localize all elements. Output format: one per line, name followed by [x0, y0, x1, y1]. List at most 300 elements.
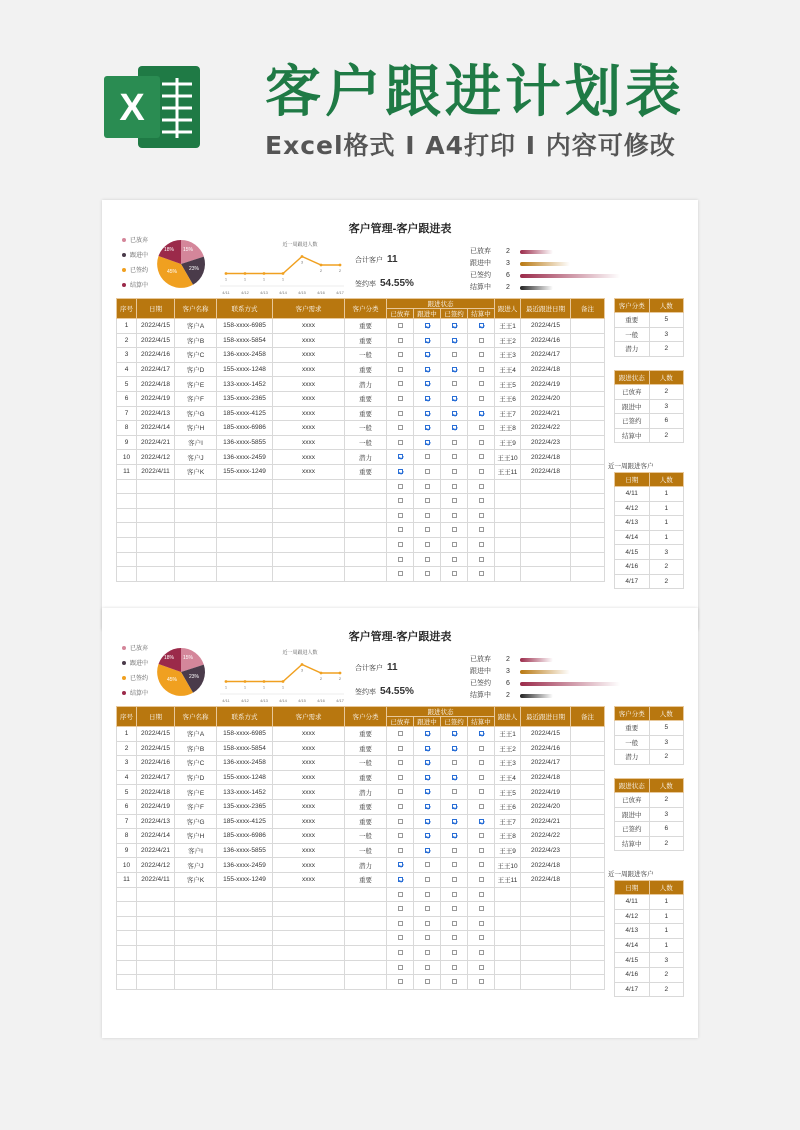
checkbox-checked-icon[interactable]: [425, 425, 430, 430]
checkbox-empty-icon[interactable]: [398, 498, 403, 503]
checkbox-empty-icon[interactable]: [479, 469, 484, 474]
checkbox-checked-icon[interactable]: [425, 381, 430, 386]
checkbox-empty-icon[interactable]: [479, 557, 484, 562]
checkbox-empty-icon[interactable]: [479, 848, 484, 853]
empty-cell[interactable]: [345, 887, 387, 902]
checkbox-checked-icon[interactable]: [425, 819, 430, 824]
checkbox-empty-icon[interactable]: [425, 892, 430, 897]
empty-cell[interactable]: [117, 508, 137, 523]
checkbox-checked-icon[interactable]: [425, 760, 430, 765]
checkbox-empty-icon[interactable]: [452, 498, 457, 503]
checkbox-empty-icon[interactable]: [452, 571, 457, 576]
cell-no: 11: [117, 872, 137, 887]
summary-total: 合计客户 11: [355, 662, 398, 673]
cell-need: xxxx: [273, 319, 345, 334]
empty-cell[interactable]: [345, 945, 387, 960]
empty-cell[interactable]: [273, 552, 345, 567]
checkbox-empty-icon[interactable]: [479, 498, 484, 503]
status-cell: [414, 479, 441, 494]
status-cell: [414, 741, 441, 756]
checkbox-empty-icon[interactable]: [479, 775, 484, 780]
checkbox-empty-icon[interactable]: [479, 760, 484, 765]
checkbox-empty-icon[interactable]: [425, 571, 430, 576]
checkbox-empty-icon[interactable]: [479, 965, 484, 970]
cell-count: 1: [649, 924, 684, 939]
checkbox-empty-icon[interactable]: [452, 935, 457, 940]
checkbox-empty-icon[interactable]: [479, 950, 484, 955]
cell-person: 王王2: [495, 741, 521, 756]
checkbox-empty-icon[interactable]: [452, 469, 457, 474]
checkbox-empty-icon[interactable]: [425, 877, 430, 882]
empty-cell[interactable]: [495, 508, 521, 523]
checkbox-empty-icon[interactable]: [425, 469, 430, 474]
empty-cell[interactable]: [495, 479, 521, 494]
checkbox-empty-icon[interactable]: [479, 921, 484, 926]
checkbox-checked-icon[interactable]: [479, 819, 484, 824]
empty-cell[interactable]: [137, 552, 175, 567]
checkbox-empty-icon[interactable]: [479, 935, 484, 940]
empty-cell[interactable]: [273, 931, 345, 946]
empty-cell[interactable]: [175, 975, 217, 990]
cell-need: xxxx: [273, 464, 345, 479]
checkbox-empty-icon[interactable]: [479, 352, 484, 357]
checkbox-checked-icon[interactable]: [452, 731, 457, 736]
empty-cell[interactable]: [571, 916, 605, 931]
empty-cell[interactable]: [571, 537, 605, 552]
empty-cell[interactable]: [495, 887, 521, 902]
empty-cell[interactable]: [521, 567, 571, 582]
checkbox-empty-icon[interactable]: [452, 906, 457, 911]
checkbox-empty-icon[interactable]: [398, 848, 403, 853]
checkbox-empty-icon[interactable]: [479, 906, 484, 911]
checkbox-empty-icon[interactable]: [452, 542, 457, 547]
empty-cell[interactable]: [521, 960, 571, 975]
empty-cell[interactable]: [175, 567, 217, 582]
empty-cell[interactable]: [175, 523, 217, 538]
empty-cell[interactable]: [345, 916, 387, 931]
checkbox-checked-icon[interactable]: [425, 804, 430, 809]
checkbox-checked-icon[interactable]: [452, 396, 457, 401]
table-row: [117, 348, 605, 363]
status-cell: [414, 567, 441, 582]
checkbox-empty-icon[interactable]: [452, 950, 457, 955]
empty-cell[interactable]: [521, 945, 571, 960]
checkbox-empty-icon[interactable]: [452, 381, 457, 386]
empty-cell[interactable]: [273, 902, 345, 917]
empty-cell[interactable]: [571, 567, 605, 582]
checkbox-empty-icon[interactable]: [452, 527, 457, 532]
checkbox-checked-icon[interactable]: [452, 746, 457, 751]
empty-cell[interactable]: [117, 479, 137, 494]
empty-cell[interactable]: [571, 494, 605, 509]
checkbox-empty-icon[interactable]: [452, 862, 457, 867]
checkbox-empty-icon[interactable]: [479, 892, 484, 897]
checkbox-empty-icon[interactable]: [452, 965, 457, 970]
empty-cell[interactable]: [117, 902, 137, 917]
empty-cell[interactable]: [117, 975, 137, 990]
checkbox-empty-icon[interactable]: [479, 746, 484, 751]
checkbox-empty-icon[interactable]: [479, 425, 484, 430]
empty-cell[interactable]: [117, 931, 137, 946]
checkbox-empty-icon[interactable]: [479, 979, 484, 984]
checkbox-empty-icon[interactable]: [479, 396, 484, 401]
empty-cell[interactable]: [217, 931, 273, 946]
empty-cell[interactable]: [137, 975, 175, 990]
empty-cell[interactable]: [175, 945, 217, 960]
empty-cell[interactable]: [521, 508, 571, 523]
empty-cell[interactable]: [571, 931, 605, 946]
checkbox-empty-icon[interactable]: [452, 557, 457, 562]
empty-cell[interactable]: [217, 887, 273, 902]
empty-cell[interactable]: [345, 552, 387, 567]
checkbox-checked-icon[interactable]: [398, 469, 403, 474]
empty-cell[interactable]: [571, 887, 605, 902]
checkbox-empty-icon[interactable]: [452, 979, 457, 984]
checkbox-empty-icon[interactable]: [479, 789, 484, 794]
empty-cell[interactable]: [217, 945, 273, 960]
empty-cell[interactable]: [521, 975, 571, 990]
empty-cell[interactable]: [217, 916, 273, 931]
checkbox-checked-icon[interactable]: [425, 746, 430, 751]
checkbox-checked-icon[interactable]: [425, 789, 430, 794]
checkbox-empty-icon[interactable]: [425, 513, 430, 518]
empty-cell[interactable]: [273, 960, 345, 975]
checkbox-checked-icon[interactable]: [425, 411, 430, 416]
checkbox-checked-icon[interactable]: [425, 731, 430, 736]
checkbox-empty-icon[interactable]: [479, 367, 484, 372]
checkbox-empty-icon[interactable]: [398, 775, 403, 780]
empty-cell[interactable]: [521, 494, 571, 509]
checkbox-empty-icon[interactable]: [425, 484, 430, 489]
empty-cell[interactable]: [137, 537, 175, 552]
checkbox-checked-icon[interactable]: [479, 323, 484, 328]
empty-cell[interactable]: [137, 960, 175, 975]
empty-cell[interactable]: [273, 887, 345, 902]
empty-cell[interactable]: [345, 537, 387, 552]
empty-cell[interactable]: [345, 494, 387, 509]
checkbox-empty-icon[interactable]: [425, 950, 430, 955]
empty-cell[interactable]: [175, 552, 217, 567]
empty-cell[interactable]: [521, 479, 571, 494]
checkbox-empty-icon[interactable]: [398, 906, 403, 911]
empty-cell[interactable]: [571, 552, 605, 567]
empty-cell[interactable]: [345, 479, 387, 494]
empty-cell[interactable]: [571, 960, 605, 975]
cell-count: 6: [649, 822, 684, 837]
empty-cell[interactable]: [217, 975, 273, 990]
checkbox-empty-icon[interactable]: [425, 862, 430, 867]
checkbox-empty-icon[interactable]: [479, 381, 484, 386]
empty-cell[interactable]: [175, 887, 217, 902]
checkbox-empty-icon[interactable]: [479, 440, 484, 445]
checkbox-empty-icon[interactable]: [452, 440, 457, 445]
empty-cell[interactable]: [345, 523, 387, 538]
checkbox-empty-icon[interactable]: [425, 454, 430, 459]
checkbox-empty-icon[interactable]: [425, 935, 430, 940]
checkbox-checked-icon[interactable]: [452, 338, 457, 343]
empty-cell[interactable]: [345, 567, 387, 582]
empty-cell[interactable]: [495, 494, 521, 509]
status-cell: [414, 508, 441, 523]
col-header: 人数: [649, 371, 684, 385]
checkbox-empty-icon[interactable]: [452, 352, 457, 357]
checkbox-empty-icon[interactable]: [479, 833, 484, 838]
checkbox-empty-icon[interactable]: [479, 338, 484, 343]
empty-cell[interactable]: [273, 945, 345, 960]
empty-cell[interactable]: [217, 479, 273, 494]
empty-cell[interactable]: [175, 494, 217, 509]
empty-cell[interactable]: [117, 960, 137, 975]
pie-legend-item: 跟进中: [122, 657, 148, 672]
empty-cell[interactable]: [273, 567, 345, 582]
checkbox-empty-icon[interactable]: [479, 542, 484, 547]
empty-cell[interactable]: [137, 523, 175, 538]
checkbox-empty-icon[interactable]: [479, 571, 484, 576]
checkbox-empty-icon[interactable]: [479, 527, 484, 532]
line-series: [226, 665, 340, 682]
checkbox-empty-icon[interactable]: [398, 338, 403, 343]
empty-cell[interactable]: [137, 887, 175, 902]
x-tick-label: 4/13: [260, 290, 268, 295]
empty-cell[interactable]: [571, 902, 605, 917]
checkbox-empty-icon[interactable]: [452, 789, 457, 794]
empty-cell[interactable]: [495, 523, 521, 538]
empty-cell[interactable]: [217, 567, 273, 582]
checkbox-checked-icon[interactable]: [425, 833, 430, 838]
checkbox-checked-icon[interactable]: [425, 848, 430, 853]
table-row: [117, 319, 605, 334]
checkbox-empty-icon[interactable]: [398, 571, 403, 576]
checkbox-checked-icon[interactable]: [452, 833, 457, 838]
empty-cell[interactable]: [521, 887, 571, 902]
checkbox-checked-icon[interactable]: [479, 411, 484, 416]
checkbox-empty-icon[interactable]: [479, 862, 484, 867]
checkbox-empty-icon[interactable]: [398, 921, 403, 926]
checkbox-checked-icon[interactable]: [452, 367, 457, 372]
empty-cell[interactable]: [137, 567, 175, 582]
checkbox-checked-icon[interactable]: [479, 731, 484, 736]
checkbox-checked-icon[interactable]: [425, 352, 430, 357]
line-point: [339, 264, 342, 267]
empty-cell[interactable]: [273, 523, 345, 538]
checkbox-empty-icon[interactable]: [398, 979, 403, 984]
checkbox-checked-icon[interactable]: [425, 440, 430, 445]
empty-cell[interactable]: [217, 552, 273, 567]
empty-cell[interactable]: [495, 960, 521, 975]
empty-cell[interactable]: [345, 931, 387, 946]
empty-cell[interactable]: [273, 537, 345, 552]
empty-cell[interactable]: [175, 537, 217, 552]
empty-cell[interactable]: [273, 479, 345, 494]
empty-cell[interactable]: [571, 508, 605, 523]
col-header: 跟进人: [495, 299, 521, 319]
checkbox-empty-icon[interactable]: [398, 425, 403, 430]
empty-cell[interactable]: [137, 508, 175, 523]
empty-cell[interactable]: [137, 479, 175, 494]
checkbox-checked-icon[interactable]: [398, 877, 403, 882]
checkbox-checked-icon[interactable]: [452, 425, 457, 430]
empty-cell[interactable]: [137, 494, 175, 509]
checkbox-empty-icon[interactable]: [479, 513, 484, 518]
empty-cell[interactable]: [571, 523, 605, 538]
empty-cell[interactable]: [117, 567, 137, 582]
empty-cell[interactable]: [495, 567, 521, 582]
sheet-page-2: [102, 608, 698, 1038]
checkbox-empty-icon[interactable]: [452, 877, 457, 882]
empty-cell[interactable]: [521, 523, 571, 538]
empty-cell[interactable]: [495, 916, 521, 931]
checkbox-empty-icon[interactable]: [425, 498, 430, 503]
checkbox-empty-icon[interactable]: [452, 760, 457, 765]
empty-cell[interactable]: [117, 552, 137, 567]
checkbox-empty-icon[interactable]: [398, 542, 403, 547]
cell-no: 4: [117, 362, 137, 377]
checkbox-empty-icon[interactable]: [452, 513, 457, 518]
checkbox-empty-icon[interactable]: [425, 557, 430, 562]
empty-cell[interactable]: [137, 931, 175, 946]
empty-cell[interactable]: [175, 902, 217, 917]
empty-cell[interactable]: [345, 975, 387, 990]
cell-date: 2022/4/15: [137, 741, 175, 756]
checkbox-empty-icon[interactable]: [398, 950, 403, 955]
cell-name: 客户G: [175, 406, 217, 421]
empty-cell[interactable]: [495, 902, 521, 917]
empty-cell[interactable]: [571, 479, 605, 494]
checkbox-empty-icon[interactable]: [398, 746, 403, 751]
empty-cell[interactable]: [273, 916, 345, 931]
checkbox-checked-icon[interactable]: [425, 323, 430, 328]
empty-cell[interactable]: [571, 945, 605, 960]
empty-cell[interactable]: [345, 960, 387, 975]
checkbox-empty-icon[interactable]: [398, 513, 403, 518]
checkbox-empty-icon[interactable]: [479, 454, 484, 459]
checkbox-checked-icon[interactable]: [452, 804, 457, 809]
checkbox-empty-icon[interactable]: [452, 892, 457, 897]
empty-cell[interactable]: [273, 494, 345, 509]
empty-cell[interactable]: [217, 537, 273, 552]
checkbox-checked-icon[interactable]: [452, 775, 457, 780]
empty-cell[interactable]: [217, 494, 273, 509]
checkbox-checked-icon[interactable]: [398, 862, 403, 867]
checkbox-empty-icon[interactable]: [452, 454, 457, 459]
checkbox-empty-icon[interactable]: [398, 396, 403, 401]
checkbox-checked-icon[interactable]: [425, 338, 430, 343]
checkbox-checked-icon[interactable]: [425, 367, 430, 372]
cell-label: 重要: [615, 313, 650, 328]
checkbox-empty-icon[interactable]: [398, 557, 403, 562]
checkbox-checked-icon[interactable]: [452, 411, 457, 416]
checkbox-empty-icon[interactable]: [398, 892, 403, 897]
checkbox-empty-icon[interactable]: [398, 367, 403, 372]
checkbox-empty-icon[interactable]: [425, 965, 430, 970]
checkbox-empty-icon[interactable]: [398, 440, 403, 445]
checkbox-empty-icon[interactable]: [398, 965, 403, 970]
empty-cell[interactable]: [117, 916, 137, 931]
checkbox-empty-icon[interactable]: [398, 804, 403, 809]
empty-cell[interactable]: [521, 931, 571, 946]
empty-cell[interactable]: [521, 552, 571, 567]
empty-cell[interactable]: [175, 960, 217, 975]
empty-cell[interactable]: [217, 523, 273, 538]
empty-cell[interactable]: [217, 960, 273, 975]
empty-cell[interactable]: [117, 537, 137, 552]
checkbox-empty-icon[interactable]: [452, 921, 457, 926]
status-cell: [468, 348, 495, 363]
empty-cell[interactable]: [217, 508, 273, 523]
empty-cell[interactable]: [117, 523, 137, 538]
checkbox-empty-icon[interactable]: [425, 542, 430, 547]
empty-cell[interactable]: [217, 902, 273, 917]
checkbox-checked-icon[interactable]: [452, 819, 457, 824]
empty-cell[interactable]: [495, 537, 521, 552]
empty-cell[interactable]: [117, 945, 137, 960]
checkbox-empty-icon[interactable]: [398, 527, 403, 532]
checkbox-empty-icon[interactable]: [425, 527, 430, 532]
checkbox-empty-icon[interactable]: [398, 381, 403, 386]
checkbox-empty-icon[interactable]: [425, 906, 430, 911]
empty-cell[interactable]: [521, 537, 571, 552]
empty-cell[interactable]: [117, 887, 137, 902]
checkbox-empty-icon[interactable]: [398, 819, 403, 824]
checkbox-checked-icon[interactable]: [425, 396, 430, 401]
cell-note: [571, 727, 605, 742]
empty-cell[interactable]: [495, 945, 521, 960]
checkbox-empty-icon[interactable]: [452, 484, 457, 489]
empty-cell[interactable]: [175, 508, 217, 523]
empty-cell[interactable]: [521, 916, 571, 931]
empty-cell[interactable]: [175, 479, 217, 494]
empty-cell[interactable]: [117, 494, 137, 509]
checkbox-empty-icon[interactable]: [479, 877, 484, 882]
empty-cell[interactable]: [521, 902, 571, 917]
empty-cell[interactable]: [137, 945, 175, 960]
checkbox-empty-icon[interactable]: [479, 484, 484, 489]
checkbox-checked-icon[interactable]: [425, 775, 430, 780]
checkbox-empty-icon[interactable]: [398, 352, 403, 357]
checkbox-checked-icon[interactable]: [452, 323, 457, 328]
checkbox-empty-icon[interactable]: [398, 323, 403, 328]
status-subheader: 跟进中: [414, 717, 441, 727]
status-cell: [441, 872, 468, 887]
checkbox-empty-icon[interactable]: [398, 731, 403, 736]
empty-cell[interactable]: [495, 552, 521, 567]
checkbox-empty-icon[interactable]: [452, 848, 457, 853]
empty-cell[interactable]: [273, 975, 345, 990]
empty-cell[interactable]: [495, 931, 521, 946]
checkbox-empty-icon[interactable]: [398, 484, 403, 489]
checkbox-empty-icon[interactable]: [425, 921, 430, 926]
checkbox-empty-icon[interactable]: [398, 760, 403, 765]
checkbox-empty-icon[interactable]: [398, 411, 403, 416]
checkbox-empty-icon[interactable]: [398, 935, 403, 940]
checkbox-empty-icon[interactable]: [479, 804, 484, 809]
status-cell: [387, 799, 414, 814]
empty-cell[interactable]: [345, 508, 387, 523]
checkbox-checked-icon[interactable]: [398, 454, 403, 459]
checkbox-empty-icon[interactable]: [398, 833, 403, 838]
checkbox-empty-icon[interactable]: [425, 979, 430, 984]
empty-cell[interactable]: [175, 931, 217, 946]
empty-cell[interactable]: [137, 916, 175, 931]
empty-cell[interactable]: [137, 902, 175, 917]
empty-cell[interactable]: [175, 916, 217, 931]
empty-cell[interactable]: [495, 975, 521, 990]
empty-cell[interactable]: [571, 975, 605, 990]
empty-cell[interactable]: [273, 508, 345, 523]
cell-no: 8: [117, 829, 137, 844]
checkbox-empty-icon[interactable]: [398, 789, 403, 794]
empty-cell[interactable]: [345, 902, 387, 917]
